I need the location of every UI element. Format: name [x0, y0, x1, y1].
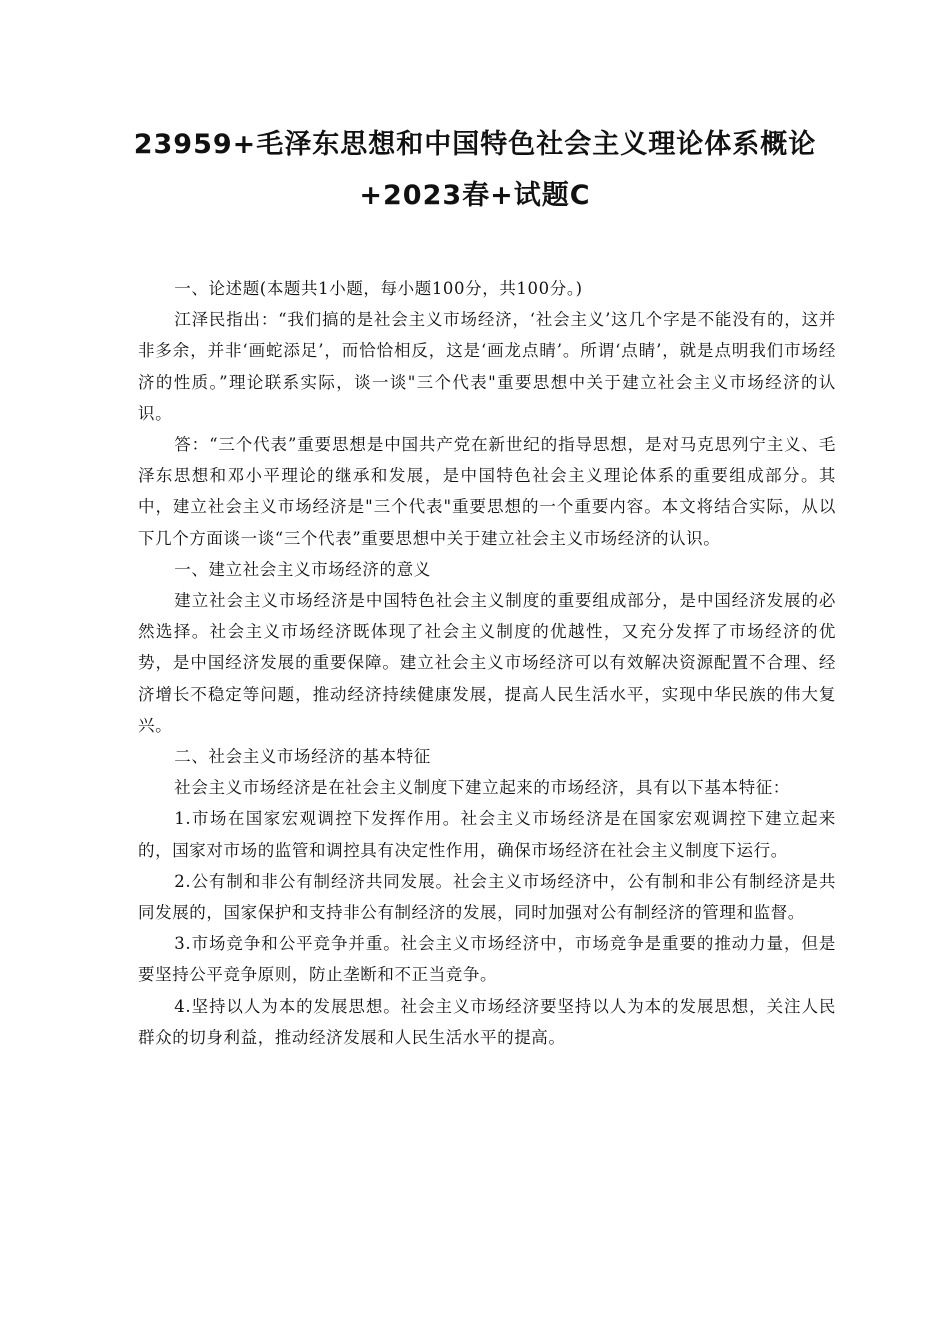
section-heading-essay-question: 一、论述题(本题共1小题，每小题100分，共100分。) [174, 279, 583, 298]
subheading-significance: 一、建立社会主义市场经济的意义 [174, 559, 431, 579]
question-text: 江泽民指出：“我们搞的是社会主义市场经济，‘社会主义’这几个字是不能没有的，这并非多余，并非‘画蛇添足’，而恰恰相反，这是‘画龙点睛’。所谓‘点睛’，就是点明我们市场经济的性质。”理论联系实际，谈一谈"三个代表"重要思想中关于建立社会主义市场经济的认识。 [138, 310, 836, 423]
document-title-line-1: 23959+毛泽东思想和中国特色社会主义理论体系概论 [133, 129, 817, 160]
subheading-basic-features: 二、社会主义市场经济的基本特征 [174, 747, 431, 767]
paragraph-features-intro: 社会主义市场经济是在社会主义制度下建立起来的市场经济，具有以下基本特征： [174, 778, 790, 798]
feature-item-3: 3.市场竞争和公平竞争并重。社会主义市场经济中，市场竞争是重要的推动力量，但是要坚持公平竞争原则，防止垄断和不正当竞争。 [138, 934, 836, 985]
answer-intro: 答：“三个代表”重要思想是中国共产党在新世纪的指导思想，是对马克思列宁主义、毛泽东思想和邓小平理论的继承和发展，是中国特色社会主义理论体系的重要组成部分。其中，建立社会主义市场经济是"三个代表"重要思想的一个重要内容。本文将结合实际，从以下几个方面谈一谈“三个代表”重要思想中关于建立社会主义市场经济的认识。 [138, 435, 836, 548]
document-title-line-2: +2023春+试题C [359, 180, 591, 211]
paragraph-significance: 建立社会主义市场经济是中国特色社会主义制度的重要组成部分，是中国经济发展的必然选择。社会主义市场经济既体现了社会主义制度的优越性，又充分发挥了市场经济的优势，是中国经济发展的重要保障。建立社会主义市场经济可以有效解决资源配置不合理、经济增长不稳定等问题，推动经济持续健康发展，提高人民生活水平，实现中华民族的伟大复兴。 [138, 591, 836, 735]
document-body [138, 273, 836, 1053]
feature-item-1: 1.市场在国家宏观调控下发挥作用。社会主义市场经济是在国家宏观调控下建立起来的，国家对市场的监管和调控具有决定性作用，确保市场经济在社会主义制度下运行。 [138, 809, 836, 860]
feature-item-2: 2.公有制和非公有制经济共同发展。社会主义市场经济中，公有制和非公有制经济是共同发展的，国家保护和支持非公有制经济的发展，同时加强对公有制经济的管理和监督。 [138, 871, 836, 923]
feature-item-4: 4.坚持以人为本的发展思想。社会主义市场经济要坚持以人为本的发展思想，关注人民群众的切身利益，推动经济发展和人民生活水平的提高。 [138, 996, 836, 1047]
